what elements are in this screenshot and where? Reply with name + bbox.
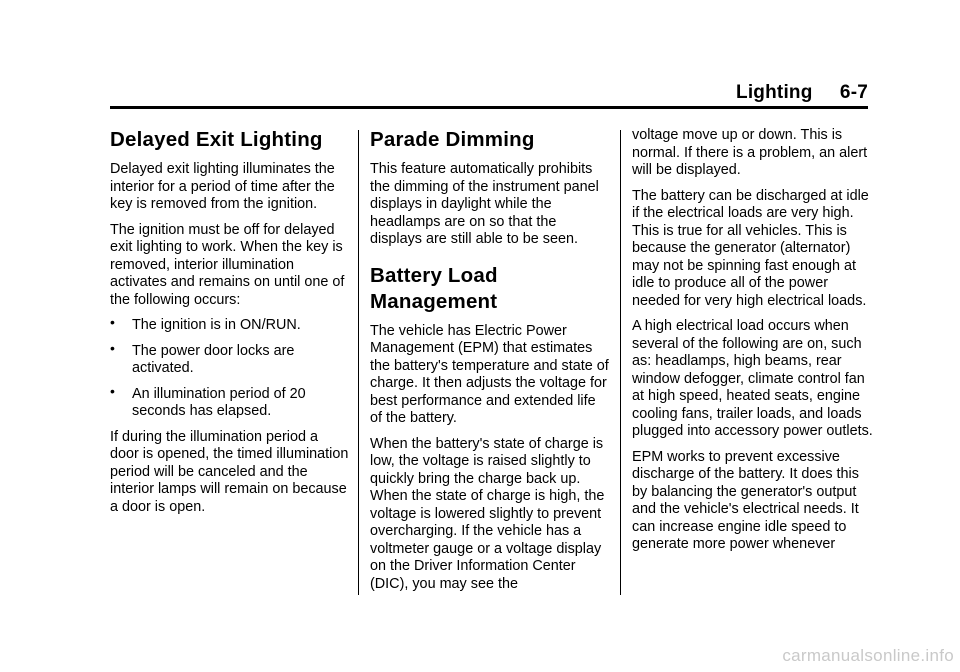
bullet-icon: • (110, 382, 115, 399)
paragraph: When the battery's state of charge is low, the voltage is raised slightly to quickly bring the charge back up. When the state of charge is high, the voltage is lowered slightly to prevent overcharging. If the vehicle has a voltmeter gauge or a voltage display on the Driver Information Center (DIC), you may see the (370, 435, 605, 592)
column-divider-2 (620, 130, 621, 595)
page-header-title: Lighting 6-7 (736, 82, 868, 103)
page-header (110, 80, 868, 109)
paragraph: voltage move up or down. This is normal. If there is a problem, an alert will be displayed. (632, 127, 868, 178)
section-heading-delayed-exit-lighting: Delayed Exit Lighting (110, 128, 323, 151)
paragraph: This feature automatically prohibits the dimming of the instrument panel displays in daylight while the headlamps are on so that the displays are still able to be seen. (370, 161, 599, 247)
column-1 (110, 127, 350, 524)
bullet-icon: • (110, 314, 115, 330)
list-item: • The ignition is in ON/RUN. (110, 314, 301, 333)
paragraph: If during the illumination period a door is opened, the timed illumination period will be canceled and the interior lamps will remain on because a door is open. (110, 428, 349, 515)
column-3 (632, 127, 877, 562)
list-item: • An illumination period of 20 seconds has elapsed. (110, 382, 306, 419)
paragraph: The vehicle has Electric Power Management (EPM) that estimates the battery's temperature and state of charge. It then adjusts the voltage for best performance and extended life of the battery. (370, 322, 609, 426)
bullet-icon: • (110, 339, 115, 356)
column-2 (370, 127, 610, 601)
paragraph: A high electrical load occurs when several of the following are on, such as: headlamps, high beams, rear window defogger, climate control fan at high speed, heated seats, engine cooling fans, trailer loads, and loads plugged into accessory power outlets. (632, 318, 873, 439)
section-heading-parade-dimming: Parade Dimming (370, 128, 535, 151)
paragraph: EPM works to prevent excessive discharge of the battery. It does this by balancing the generator's output and the vehicle's electrical needs. It can increase engine idle speed to generate more power whenever (632, 448, 859, 552)
paragraph: The battery can be discharged at idle if the electrical loads are very high. This is true for all vehicles. This is because the generator (alternator) may not be spinning fast enough at idle to produce all of the power needed for very high electrical loads. (632, 187, 869, 309)
paragraph: The ignition must be off for delayed exit lighting to work. When the key is removed, interior illumination activates and remains on until one of the following occurs: (110, 221, 345, 308)
watermark-link[interactable]: carmanualsonline.info (782, 646, 954, 665)
list-item: • The power door locks are activated. (110, 339, 295, 376)
bullet-list (110, 314, 350, 421)
column-divider-1 (358, 130, 359, 595)
section-heading-battery-load-management: Battery Load Management (370, 263, 498, 313)
paragraph: Delayed exit lighting illuminates the interior for a period of time after the key is removed from the ignition. (110, 161, 335, 212)
